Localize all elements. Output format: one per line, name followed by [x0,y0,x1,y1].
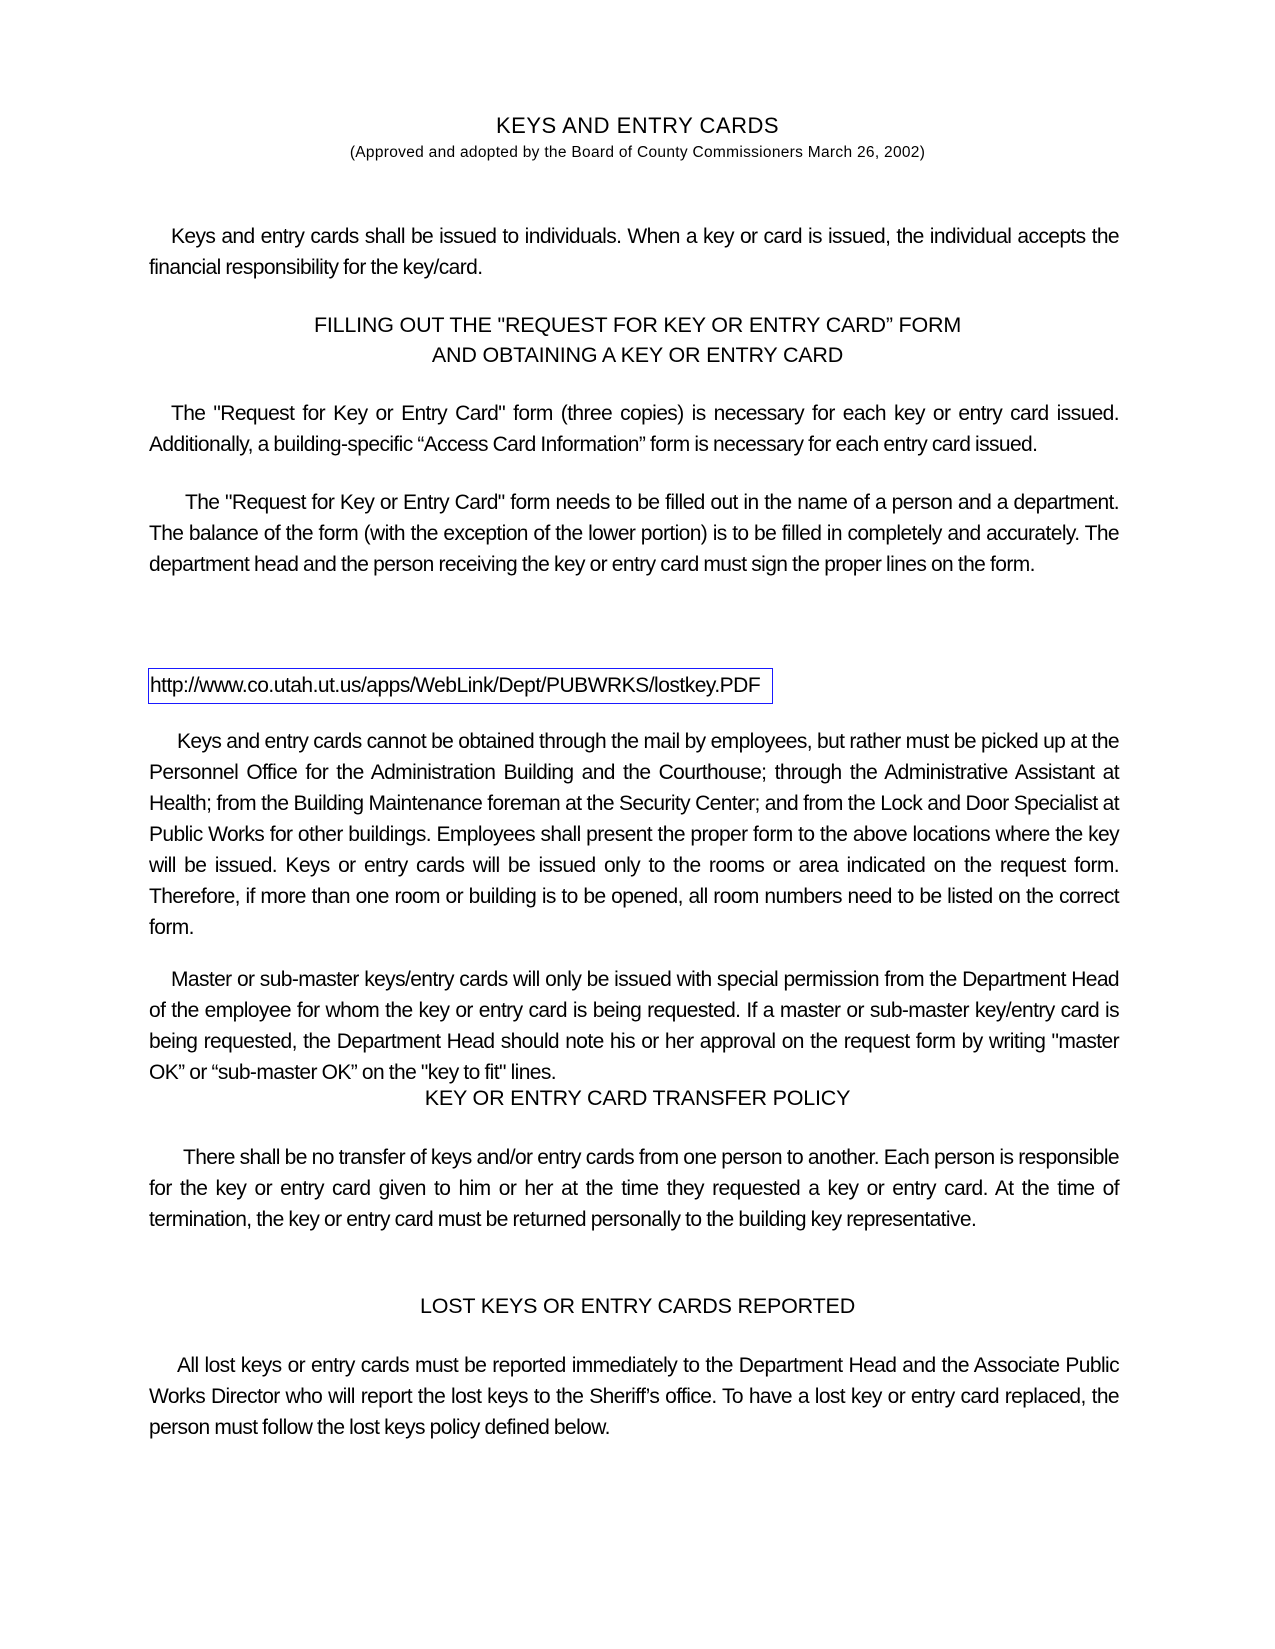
section1-paragraph-1 [149,398,1119,460]
section1-paragraph-2-text: The "Request for Key or Entry Card" form needs to be filled out in the name of a person and a department. The balance of the form (with the exception of the lower portion) is to be filled in completely and accurately. The department head and the person receiving the key or entry card must sign the proper lines on the form. [149,491,1119,576]
section1-paragraph-1-text: The "Request for Key or Entry Card" form (three copies) is necessary for each key or entry card issued. Additionally, a building-specific “Access Card Information” form is necessary for each entry card issued. [149,402,1119,456]
section1-heading-line2: AND OBTAINING A KEY OR ENTRY CARD [431,343,844,367]
section3-paragraph [149,1350,1119,1443]
intro-paragraph [149,221,1119,283]
lostkey-form-link[interactable]: http://www.co.utah.ut.us/apps/WebLink/Dept/PUBWRKS/lostkey.PDF [148,668,773,704]
section3-paragraph-text: All lost keys or entry cards must be reported immediately to the Department Head and the Associate Public Works Director who will report the lost keys to the Sheriff’s office. To have a lost key or entry card replaced, the person must follow the lost keys policy defined below. [149,1354,1119,1439]
section1-paragraph-4 [149,964,1119,1088]
section1-heading-line1: FILLING OUT THE "REQUEST FOR KEY OR ENTRY CARD” FORM [313,313,962,337]
section1-paragraph-2 [149,487,1119,580]
document-title: KEYS AND ENTRY CARDS [495,113,780,138]
section1-paragraph-4-text: Master or sub-master keys/entry cards will only be issued with special permission from the Department Head of the employee for whom the key or entry card is being requested. If a master or sub-master key/entry card is being requested, the Department Head should note his or her approval on the request form by writing "master OK” or “sub-master OK” on the "key to fit" lines. [149,968,1119,1084]
section1-paragraph-3-text: Keys and entry cards cannot be obtained through the mail by employees, but rather must be picked up at the Personnel Office for the Administration Building and the Courthouse; through the Administrative Assistant at Health; from the Building Maintenance foreman at the Security Center; and from the Lock and Door Specialist at Public Works for other buildings. Employees shall present the proper form to the above locations where the key will be issued. Keys or entry cards will be issued only to the rooms or area indicated on the request form. Therefore, if more than one room or building is to be opened, all room numbers need to be listed on the correct form. [149,730,1119,939]
section2-paragraph [149,1142,1119,1235]
intro-text: Keys and entry cards shall be issued to individuals. When a key or card is issued, the individual accepts the financial responsibility for the key/card. [149,225,1119,279]
document-subtitle: (Approved and adopted by the Board of County Commissioners March 26, 2002) [349,144,926,161]
section3-heading: LOST KEYS OR ENTRY CARDS REPORTED [419,1294,856,1318]
section2-heading: KEY OR ENTRY CARD TRANSFER POLICY [424,1086,851,1110]
section2-paragraph-text: There shall be no transfer of keys and/or entry cards from one person to another. Each person is responsible for the key or entry card given to him or her at the time they requested a key or entry card. At the time of termination, the key or entry card must be returned personally to the building key representative. [149,1146,1119,1231]
section1-paragraph-3 [149,726,1119,943]
